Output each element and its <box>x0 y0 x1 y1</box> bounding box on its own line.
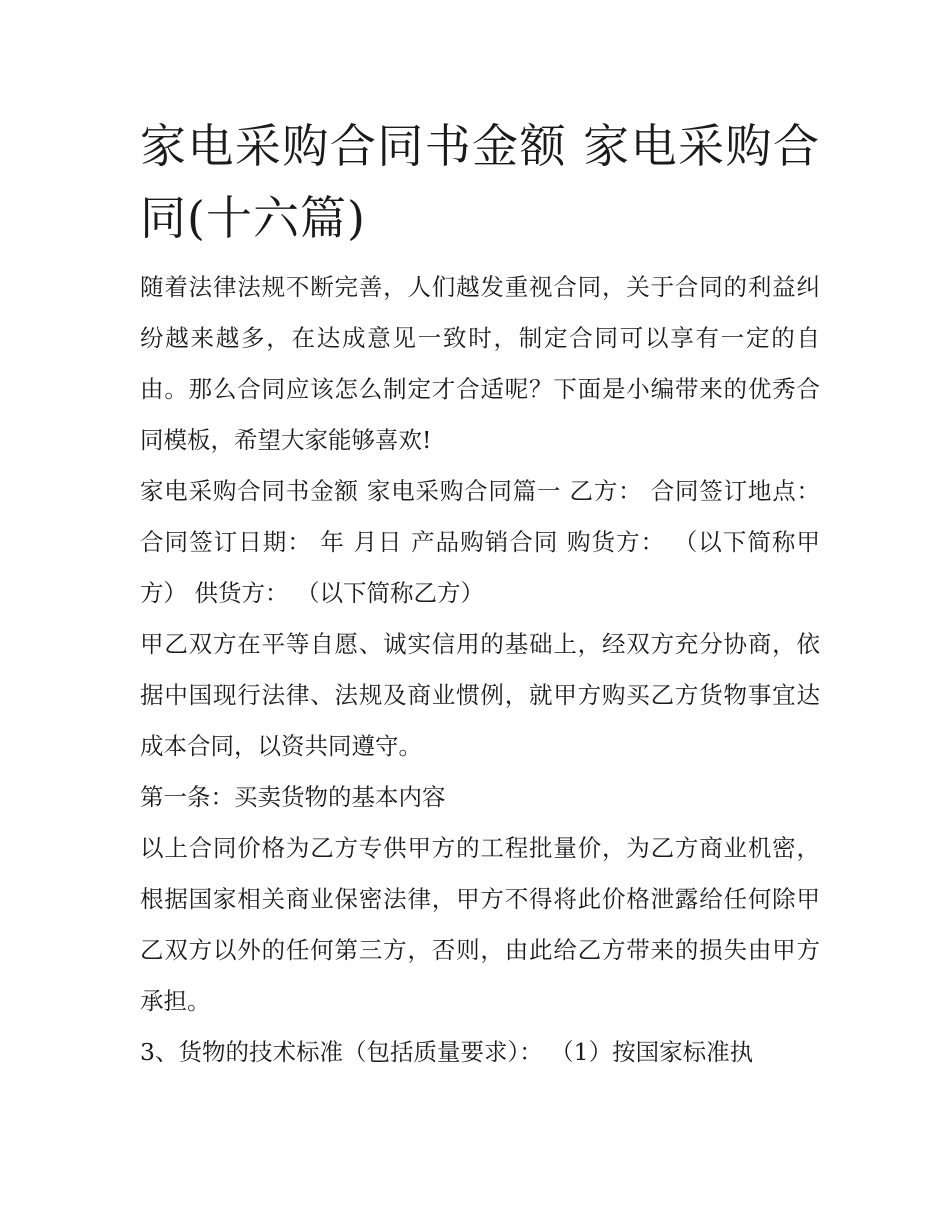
contract-header-paragraph: 家电采购合同书金额 家电采购合同篇一 乙方： 合同签订地点： 合同签订日期： 年 月日 产品购销合同 购货方： （以下简称甲方） 供货方： （以下简称乙方） <box>140 477 820 607</box>
technical-standard-paragraph: 3、货物的技术标准（包括质量要求）： （1）按国家标准执 <box>140 1038 754 1066</box>
intro-paragraph: 随着法律法规不断完善，人们越发重视合同，关于合同的利益纠纷越来越多，在达成意见一致时，制定合同可以享有一定的自由。那么合同应该怎么制定才合适呢？下面是小编带来的优秀合同模板，希望大家能够喜欢! <box>140 273 820 454</box>
article-one-heading: 第一条：买卖货物的基本内容 <box>140 783 446 811</box>
confidentiality-paragraph: 以上合同价格为乙方专供甲方的工程批量价，为乙方商业机密，根据国家相关商业保密法律，甲方不得将此价格泄露给任何除甲乙双方以外的任何第三方，否则，由此给乙方带来的损失由甲方承担。 <box>140 834 820 1015</box>
document-title: 家电采购合同书金额 家电采购合同(十六篇) <box>140 119 820 245</box>
document-page <box>140 110 820 1078</box>
agreement-paragraph: 甲乙双方在平等自愿、诚实信用的基础上，经双方充分协商，依据中国现行法律、法规及商业惯例，就甲方购买乙方货物事宜达成本合同，以资共同遵守。 <box>140 630 820 760</box>
